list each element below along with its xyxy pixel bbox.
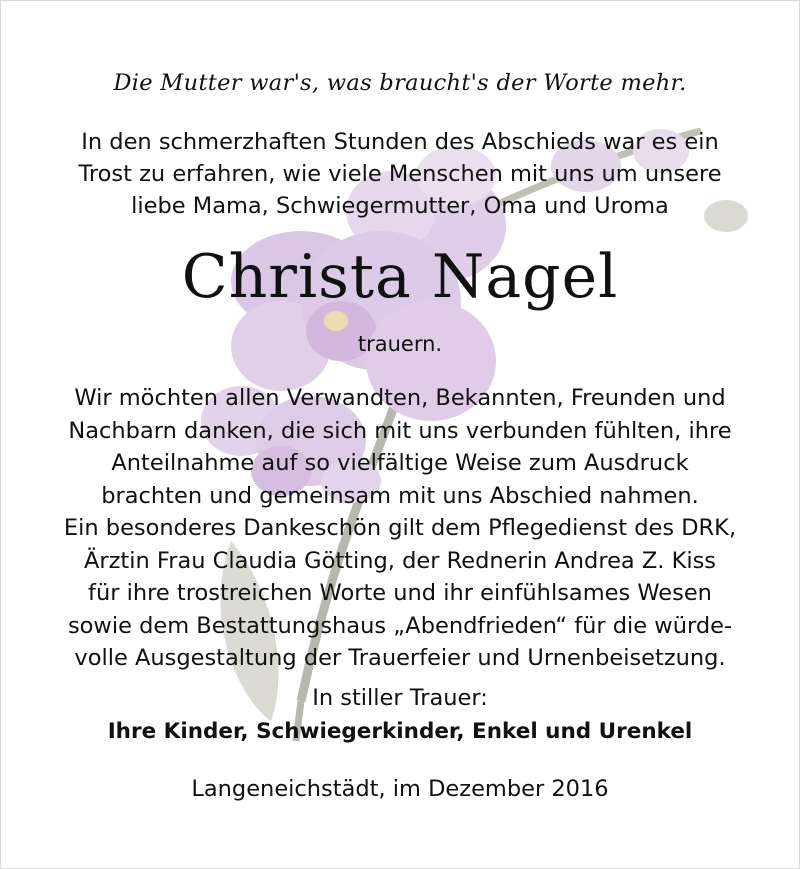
- thanks-line: Nachbarn danken, die sich mit uns verbunden fühlten, ihre: [68, 417, 732, 444]
- thanks-line: Wir möchten allen Verwandten, Bekannten, Freunden und: [74, 385, 726, 411]
- stille-trauer-heading: In stiller Trauer:: [312, 685, 488, 711]
- family-signature: Ihre Kinder, Schwiegerkinder, Enkel und Urenkel: [107, 719, 693, 744]
- intro-line: Trost zu erfahren, wie viele Menschen mit uns um unsere: [78, 161, 722, 187]
- thanks-line: brachten und gemeinsam mit uns Abschied nahmen.: [101, 482, 699, 509]
- place-and-date: Langeneichstädt, im Dezember 2016: [191, 776, 609, 802]
- intro-line: liebe Mama, Schwiegermutter, Oma und Uroma: [131, 193, 669, 219]
- thanks-line: volle Ausgestaltung der Trauerfeier und Urnenbeisetzung.: [74, 645, 726, 671]
- intro-line: In den schmerzhaften Stunden des Abschieds war es ein: [81, 129, 719, 155]
- motto: Die Mutter war's, was braucht's der Worte mehr.: [113, 70, 687, 96]
- thanks-paragraph: [1, 382, 799, 675]
- intro-paragraph: [1, 126, 799, 222]
- deceased-name: Christa Nagel: [181, 242, 619, 312]
- thanks-line: sowie dem Bestattungshaus „Abendfrieden“ für die würde-: [67, 612, 733, 639]
- trauern-text: trauern.: [357, 332, 443, 356]
- thanks-line: Ärztin Frau Claudia Götting, der Rednerin Andrea Z. Kiss: [83, 547, 717, 574]
- thanks-line: Anteilnahme auf so vielfältige Weise zum Ausdruck: [111, 450, 689, 476]
- thanks-line: für ihre trostreichen Worte und ihr einfühlsames Wesen: [88, 580, 712, 606]
- thanks-line: Ein besonderes Dankeschön gilt dem Pflegedienst des DRK,: [63, 515, 737, 541]
